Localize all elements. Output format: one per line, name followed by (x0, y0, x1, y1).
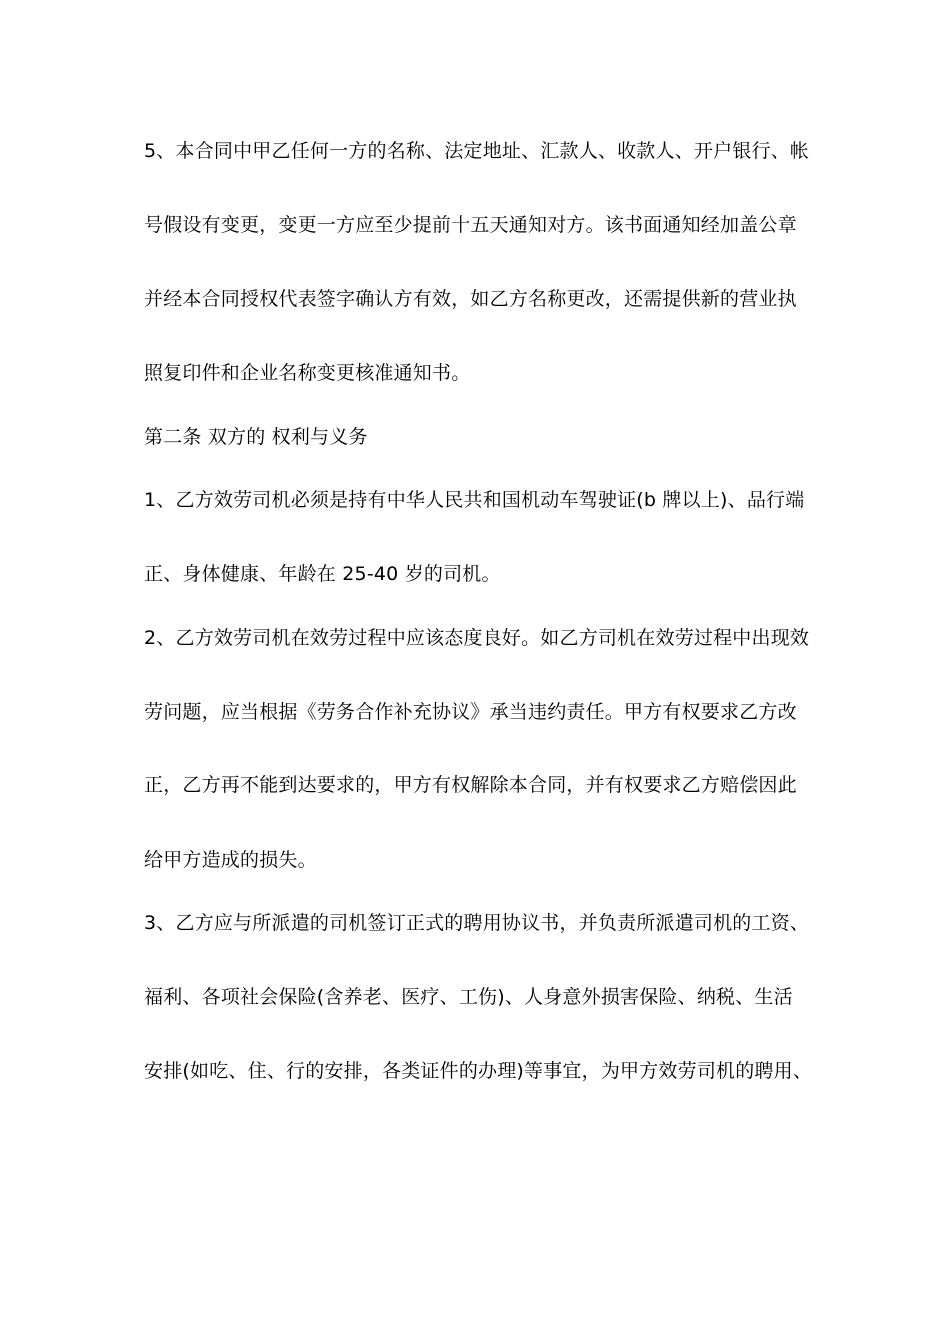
paragraph-line: 照复印件和企业名称变更核准通知书。 (144, 362, 471, 384)
paragraph-line: 劳问题，应当根据《劳务合作补充协议》承当违约责任。甲方有权要求乙方改 (144, 701, 797, 723)
paragraph-line: 正，乙方再不能到达要求的，甲方有权解除本合同，并有权要求乙方赔偿因此 (144, 774, 797, 796)
paragraph-line: 5、本合同中甲乙任何一方的名称、法定地址、汇款人、收款人、开户银行、帐 (144, 140, 810, 162)
paragraph-line: 并经本合同授权代表签字确认方有效，如乙方名称更改，还需提供新的营业执 (144, 288, 797, 310)
paragraph-line: 2、乙方效劳司机在效劳过程中应该态度良好。如乙方司机在效劳过程中出现效 (144, 627, 810, 649)
paragraph-line: 安排(如吃、住、行的安排，各类证件的办理)等事宜，为甲方效劳司机的聘用、 (144, 1060, 813, 1082)
paragraph-line: 正、身体健康、年龄在 25-40 岁的司机。 (144, 563, 501, 585)
paragraph-line: 3、乙方应与所派遣的司机签订正式的聘用协议书，并负责所派遣司机的工资、 (144, 912, 810, 934)
paragraph-line: 福利、各项社会保险(含养老、医疗、工伤)、人身意外损害保险、纳税、生活 (144, 986, 793, 1008)
paragraph-line: 给甲方造成的损失。 (144, 849, 317, 871)
paragraph-line: 1、乙方效劳司机必须是持有中华人民共和国机动车驾驶证(b 牌以上)、品行端 (144, 489, 805, 511)
paragraph-line: 号假设有变更，变更一方应至少提前十五天通知对方。该书面通知经加盖公章 (144, 214, 797, 236)
section-heading: 第二条 双方的 权利与义务 (144, 426, 368, 448)
